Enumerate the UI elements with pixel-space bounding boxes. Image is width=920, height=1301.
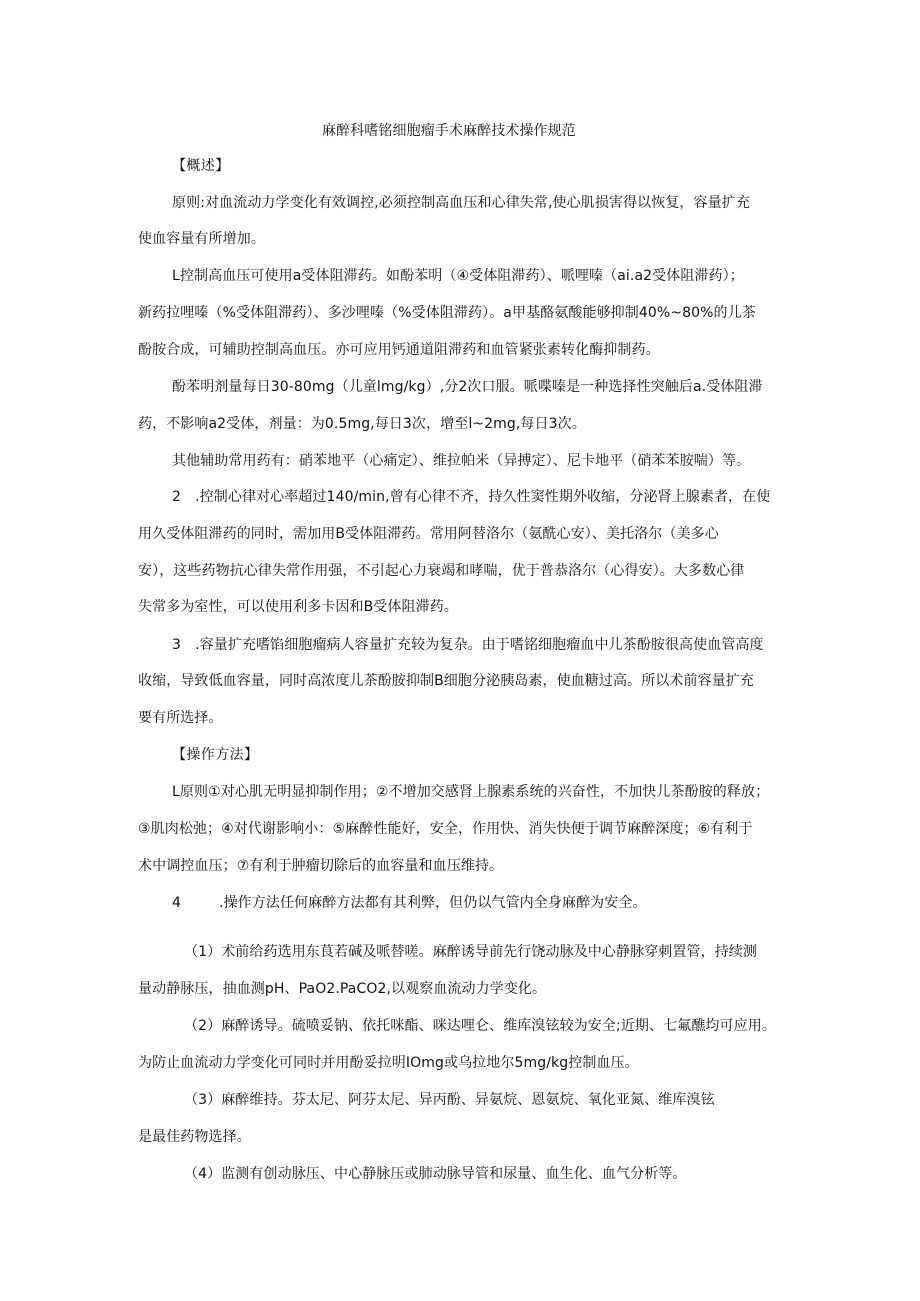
paragraph-line: 药，不影响a2受体，剂量：为0.5mg,每日3次，增至l~2mg,每日3次。 bbox=[138, 416, 586, 432]
paragraph-line: 收缩，导致低血容量，同时高浓度儿茶酚胺抑制B细胞分泌胰岛素，使血糖过高。所以术前容量扩充 bbox=[138, 673, 755, 689]
paragraph-line: 新药拉哩嗪（%受体阻滞药）、多沙哩嗪（%受体阻滞药）。a甲基酪氨酸能够抑制40%~80%的儿茶 bbox=[138, 305, 756, 321]
paragraph-line: （2）麻醉诱导。硫喷妥钠、依托咪酯、咪达哩仑、维库溴铉较为安全;近期、七氟醮均可应用。 bbox=[184, 1018, 776, 1034]
section-heading-methods: 【操作方法】 bbox=[172, 747, 259, 763]
item-number: 4 bbox=[172, 895, 182, 911]
paragraph-line: 安），这些药物抗心律失常作用强，不引起心力衰竭和哮喘，优于普恭洛尔（心得安）。大多数心律 bbox=[138, 563, 745, 579]
paragraph-line: 使血容量有所增加。 bbox=[138, 231, 265, 247]
paragraph-line: 原则:对血流动力学变化有效调控,必须控制高血压和心律失常,使心肌损害得以恢复，容量扩充 bbox=[172, 195, 750, 211]
paragraph-line: 为防止血流动力学变化可同时并用酚妥拉明IOmg或乌拉地尔5mg∕kg控制血压。 bbox=[138, 1055, 639, 1071]
paragraph-line: （4）监测有创动脉压、中心静脉压或肺动脉导管和尿量、血生化、血气分析等。 bbox=[184, 1166, 687, 1182]
paragraph-line: ③肌肉松弛；④对代谢影响小：⑤麻醉性能好，安全，作用快、消失快便于调节麻醉深度；⑥有利于 bbox=[138, 821, 753, 837]
paragraph-text: .操作方法任何麻醉方法都有其利弊，但仍以气管内全身麻醉为安全。 bbox=[219, 895, 647, 911]
paragraph-line: 用久受体阻滞药的同时，需加用B受体阻滞药。常用阿替洛尔（氨酰心安）、美托洛尔（美多心 bbox=[138, 526, 719, 542]
paragraph-line: （3）麻醉维持。芬太尼、阿芬太尼、异丙酚、异氨烷、恩氨烷、氧化亚氮、维库溴铉 bbox=[184, 1092, 715, 1108]
paragraph-line: 2 .控制心律对心率超过140/min,曾有心律不齐，持久性窦性期外收缩，分泌肾上腺素者，在使 bbox=[172, 489, 771, 505]
paragraph-line: 量动静脉压，抽血测pH、PaO2.PaCO2,以观察血流动力学变化。 bbox=[138, 981, 547, 997]
paragraph-line: 失常多为室性，可以使用利多卡因和B受体阻滞药。 bbox=[138, 599, 458, 615]
paragraph-line-group bbox=[172, 893, 647, 913]
paragraph-line: L控制高血压可使用a受体阻滞药。如酚苯明（④受体阻滞药）、哌哩嗪（ai.a2受体阻滞药）； bbox=[172, 268, 744, 284]
paragraph-line: 其他辅助常用药有：硝苯地平（心痛定）、维拉帕米（异搏定）、尼卡地平（硝苯苯胺喘）等。 bbox=[172, 453, 751, 469]
paragraph-line: 术中调控血压；⑦有利于肿瘤切除后的血容量和血压维持。 bbox=[138, 858, 504, 874]
paragraph-line: 3 .容量扩充嗜馅细胞瘤病人容量扩充较为复杂。由于嗜铭细胞瘤血中儿茶酚胺很高使血管高度 bbox=[172, 637, 764, 653]
paragraph-line: 酚苯明剂量每日30-80mg（儿童lmg∕kg）,分2次口服。哌喋嗪是一种选择性突触后a.受体阻滞 bbox=[172, 379, 763, 395]
paragraph-line: 是最佳药物选择。 bbox=[138, 1129, 251, 1145]
paragraph-line: 酚胺合成，可辅助控制高血压。亦可应用钙通道阻滞药和血管紧张素转化酶抑制药。 bbox=[138, 342, 660, 358]
paragraph-line: L原则①对心肌无明显抑制作用；②不增加交感肾上腺素系统的兴奋性，不加快儿茶酚胺的释放； bbox=[172, 784, 770, 800]
section-heading-overview: 【概述】 bbox=[172, 158, 230, 174]
document-title: 麻醉科嗜铭细胞瘤手术麻醉技术操作规范 bbox=[322, 123, 576, 139]
paragraph-line: （1）术前给药选用东茛若碱及哌替嗟。麻醉诱导前先行饶动脉及中心静脉穿刺置管，持续测 bbox=[184, 944, 758, 960]
paragraph-line: 要有所选择。 bbox=[138, 710, 223, 726]
